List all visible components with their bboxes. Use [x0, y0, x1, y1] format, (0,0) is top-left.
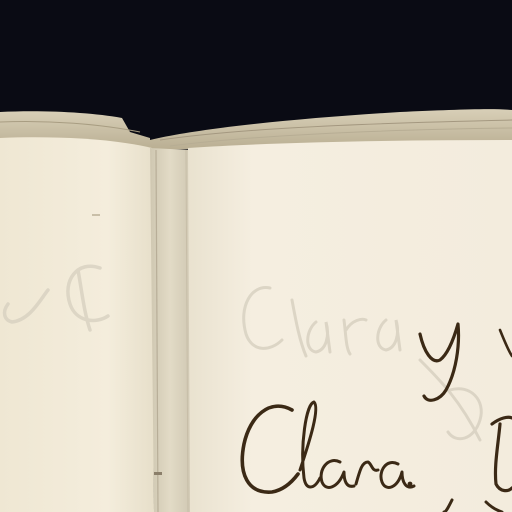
left-page [0, 137, 154, 512]
page-speck [92, 214, 100, 216]
binding-thread-mark [154, 472, 162, 475]
ink-period [408, 482, 413, 487]
